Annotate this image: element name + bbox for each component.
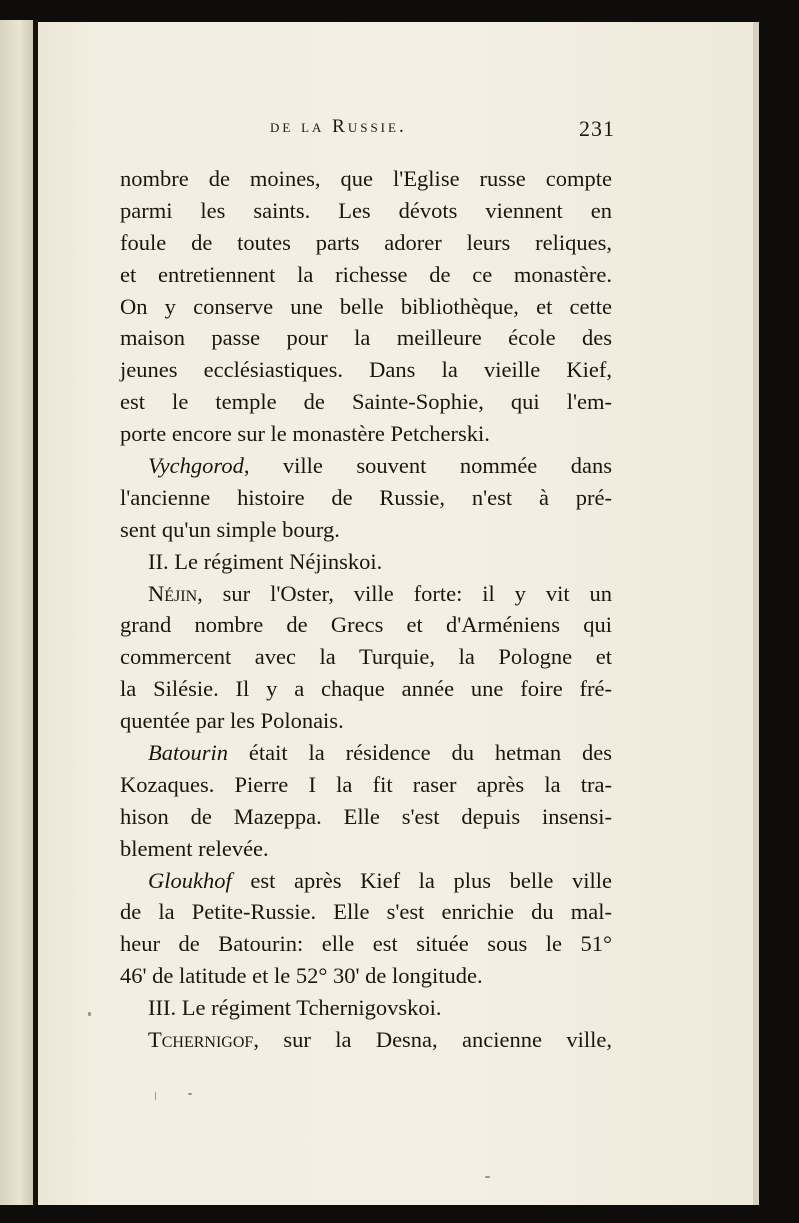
text-segment: , sur l'Oster, ville forte: il y vit un <box>197 580 612 606</box>
text-line <box>120 737 612 769</box>
text-line: hison de Mazeppa. Elle s'est depuis insensi- <box>120 803 612 829</box>
text-line: sent qu'un simple bourg. <box>120 516 340 542</box>
page-body <box>120 163 612 1056</box>
place-name-vychgorod: Vychgorod <box>148 453 244 479</box>
text-line: de la Petite-Russie. Elle s'est enrichie du mal- <box>120 899 612 925</box>
text-line <box>120 450 612 482</box>
place-name-tchernigof: Tchernigof <box>148 1027 254 1053</box>
page-edge <box>753 22 759 1205</box>
text-line: et entretiennent la richesse de ce monastère. <box>120 261 612 287</box>
text-line: nombre de moines, que l'Eglise russe compte <box>120 166 612 191</box>
text-line: est le temple de Sainte-Sophie, qui l'em- <box>120 389 612 415</box>
text-line: la Silésie. Il y a chaque année une foire fré- <box>120 676 612 702</box>
text-segment: est après Kief la plus belle ville <box>231 867 612 893</box>
previous-page-edge <box>0 20 33 1205</box>
paper-speck <box>485 1176 490 1178</box>
page-number: 231 <box>579 116 615 141</box>
text-line: jeunes ecclésiastiques. Dans la vieille Kief, <box>120 357 612 383</box>
text-line: grand nombre de Grecs et d'Arméniens qui <box>120 612 612 638</box>
place-name-nejin: Néjin <box>148 580 198 606</box>
text-line: porte encore sur le monastère Petcherski. <box>120 421 490 447</box>
place-name-batourin: Batourin <box>148 740 229 766</box>
section-heading: II. Le régiment Néjinskoi. <box>148 548 383 574</box>
text-line: Kozaques. Pierre I la fit raser après la tra- <box>120 771 612 797</box>
place-name-gloukhof: Gloukhof <box>148 867 232 893</box>
paper-speck <box>188 1093 192 1095</box>
text-line: blement relevée. <box>120 835 269 861</box>
text-segment: , sur la Desna, ancienne ville, <box>253 1027 612 1053</box>
text-line: On y conserve une belle bibliothèque, et cette <box>120 293 612 319</box>
text-line <box>120 578 612 610</box>
text-segment: , ville souvent nommée dans <box>243 453 612 479</box>
paper-speck <box>88 1012 91 1016</box>
text-line: maison passe pour la meilleure école des <box>120 325 612 351</box>
text-line: l'ancienne histoire de Russie, n'est à pré- <box>120 484 612 510</box>
text-line: quentée par les Polonais. <box>120 708 344 734</box>
text-line: foule de toutes parts adorer leurs reliques, <box>120 229 612 255</box>
paper-speck <box>155 1092 156 1100</box>
text-line: parmi les saints. Les dévots viennent en <box>120 197 612 223</box>
running-title: de la Russie. <box>270 116 407 137</box>
text-line: commercent avec la Turquie, la Pologne et <box>120 644 612 670</box>
text-line <box>120 865 612 897</box>
text-segment: était la résidence du hetman des <box>228 740 612 766</box>
text-line <box>120 1024 612 1056</box>
page-header <box>270 116 615 146</box>
text-line: 46' de latitude et le 52° 30' de longitude. <box>120 963 483 989</box>
text-line: heur de Batourin: elle est située sous le 51° <box>120 931 612 957</box>
section-heading: III. Le régiment Tchernigovskoi. <box>148 995 442 1021</box>
